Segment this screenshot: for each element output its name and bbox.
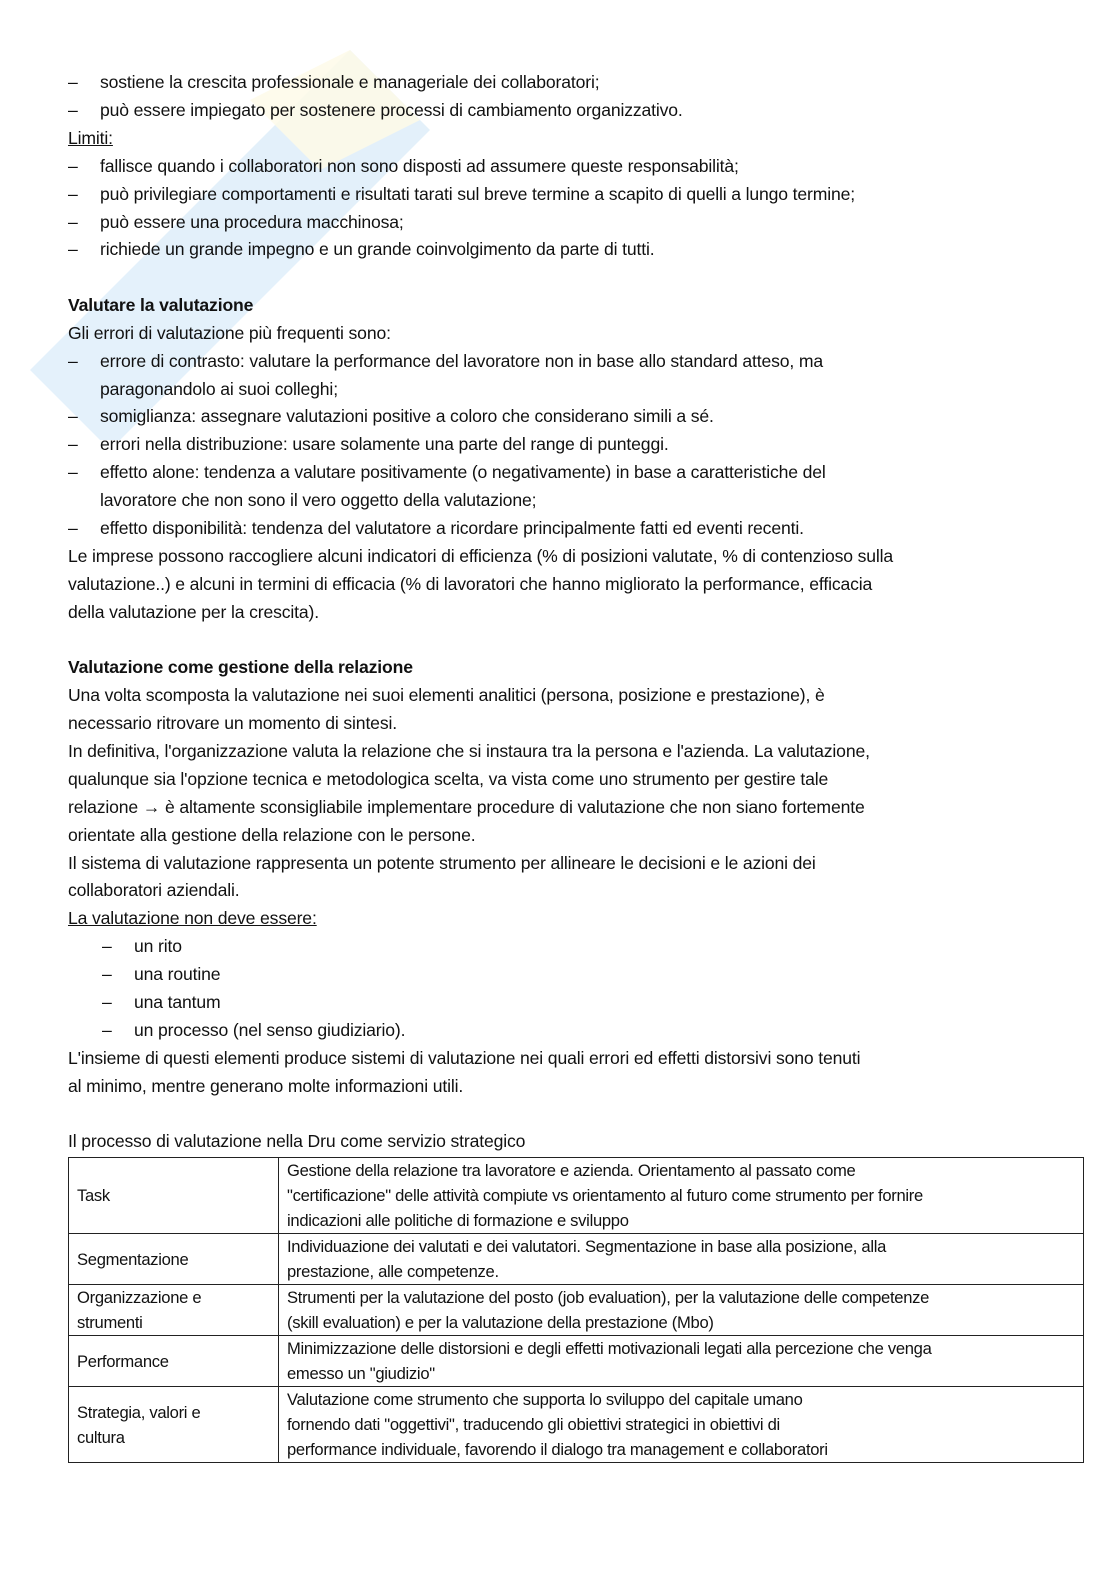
underlined-label — [68, 905, 1088, 933]
cell-line: fornendo dati "oggettivi", traducendo gli obiettivi strategici in obiettivi di — [287, 1415, 780, 1435]
text-line: al minimo, mentre generano molte informazioni utili. — [68, 1075, 464, 1096]
text-line: – una tantum — [68, 989, 1088, 1017]
text-line: orientate alla gestione della relazione con le persone. — [68, 824, 476, 845]
text-line: relazione → è altamente sconsigliabile implementare procedure di valutazione che non siano fortemente — [68, 796, 865, 817]
text-line: Gli errori di valutazione più frequenti sono: — [68, 322, 391, 343]
cell-line: Performance — [77, 1351, 169, 1371]
list-item — [68, 209, 1088, 237]
text-line: L'insieme di questi elementi produce sistemi di valutazione nei quali errori ed effetti distorsivi sono tenuti — [68, 1047, 861, 1068]
text-line: – effetto disponibilità: tendenza del valutatore a ricordare principalmente fatti ed eventi recenti. — [68, 515, 1088, 543]
text-line: – effetto alone: tendenza a valutare positivamente (o negativamente) in base a caratteristiche del — [68, 459, 1088, 487]
text-line: Il processo di valutazione nella Dru come servizio strategico — [68, 1131, 526, 1152]
cell-line: "certificazione" delle attività compiute vs orientamento al futuro come strumento per fornire — [287, 1186, 923, 1206]
list-item — [68, 97, 1088, 125]
list-item — [68, 348, 1088, 404]
table-row — [69, 1285, 1084, 1336]
paragraph — [68, 1128, 1088, 1156]
spacer — [68, 1101, 1088, 1129]
cell-line: Segmentazione — [77, 1249, 189, 1269]
text-line: – un processo (nel senso giudiziario). — [68, 1017, 1088, 1045]
cell-line: Gestione della relazione tra lavoratore e azienda. Orientamento al passato come — [287, 1161, 856, 1181]
cell-line: cultura — [77, 1427, 125, 1447]
dru-process-table — [68, 1157, 1084, 1463]
cell-line: Strategia, valori e — [77, 1402, 201, 1422]
row-label-cell — [69, 1285, 279, 1336]
cell-line: Task — [77, 1186, 110, 1206]
list-item — [68, 989, 1088, 1017]
document-body — [68, 69, 1088, 1463]
cell-line: performance individuale, favorendo il dialogo tra management e collaboratori — [287, 1440, 828, 1460]
cell-line: Valutazione come strumento che supporta lo sviluppo del capitale umano — [287, 1390, 803, 1410]
paragraph — [68, 738, 1088, 850]
table-row — [69, 1234, 1084, 1285]
spacer — [68, 627, 1088, 655]
row-description-cell — [279, 1234, 1084, 1285]
cell-line: (skill evaluation) e per la valutazione della prestazione (Mbo) — [287, 1313, 714, 1333]
row-label-cell — [69, 1234, 279, 1285]
text-line: Limiti: — [68, 127, 113, 148]
text-line: – sostiene la crescita professionale e manageriale dei collaboratori; — [68, 69, 1088, 97]
text-line: Il sistema di valutazione rappresenta un potente strumento per allineare le decisioni e le azioni dei — [68, 852, 816, 873]
list-item — [68, 403, 1088, 431]
list-item — [68, 181, 1088, 209]
text-line: Valutare la valutazione — [68, 294, 254, 315]
text-line: – un rito — [68, 933, 1088, 961]
row-description-cell — [279, 1336, 1084, 1387]
row-description-cell — [279, 1285, 1084, 1336]
text-line: necessario ritrovare un momento di sintesi. — [68, 713, 397, 734]
paragraph — [68, 1045, 1088, 1101]
table-row — [69, 1387, 1084, 1463]
text-line: – errore di contrasto: valutare la performance del lavoratore non in base allo standard atteso, ma — [68, 348, 1088, 376]
section-heading — [68, 654, 1088, 682]
table-row — [69, 1336, 1084, 1387]
cell-line: Individuazione dei valutati e dei valutatori. Segmentazione in base alla posizione, alla — [287, 1237, 887, 1257]
list-item — [68, 153, 1088, 181]
text-line: Valutazione come gestione della relazione — [68, 657, 413, 678]
text-line: Una volta scomposta la valutazione nei suoi elementi analitici (persona, posizione e prestazione), è — [68, 685, 825, 706]
row-description-cell — [279, 1158, 1084, 1234]
text-line: valutazione..) e alcuni in termini di efficacia (% di lavoratori che hanno migliorato la performance, efficacia — [68, 573, 873, 594]
text-line: qualunque sia l'opzione tecnica e metodologica scelta, va vista come uno strumento per gestire tale — [68, 768, 829, 789]
text-line: paragonandolo ai suoi colleghi; — [100, 378, 338, 399]
text-line: In definitiva, l'organizzazione valuta la relazione che si instaura tra la persona e l'azienda. La valutazione, — [68, 740, 870, 761]
row-label-cell — [69, 1158, 279, 1234]
paragraph — [68, 543, 1088, 627]
list-item — [68, 961, 1088, 989]
table-row — [69, 1158, 1084, 1234]
spacer — [68, 264, 1088, 292]
list-item — [68, 431, 1088, 459]
list-item — [68, 459, 1088, 515]
cell-line: indicazioni alle politiche di formazione e sviluppo — [287, 1211, 629, 1231]
text-line: collaboratori aziendali. — [68, 880, 240, 901]
row-label-cell — [69, 1387, 279, 1463]
list-item — [68, 933, 1088, 961]
row-description-cell — [279, 1387, 1084, 1463]
cell-line: Organizzazione e — [77, 1288, 202, 1308]
text-line: – una routine — [68, 961, 1088, 989]
cell-line: Minimizzazione delle distorsioni e degli effetti motivazionali legati alla percezione che venga — [287, 1339, 932, 1359]
text-line: – errori nella distribuzione: usare solamente una parte del range di punteggi. — [68, 431, 1088, 459]
list-item — [68, 69, 1088, 97]
section-heading — [68, 292, 1088, 320]
text-line: – richiede un grande impegno e un grande coinvolgimento da parte di tutti. — [68, 236, 1088, 264]
text-line: Le imprese possono raccogliere alcuni indicatori di efficienza (% di posizioni valutate, % di contenzioso sulla — [68, 546, 894, 566]
list-item — [68, 1017, 1088, 1045]
cell-line: prestazione, alle competenze. — [287, 1262, 499, 1282]
row-label-cell — [69, 1336, 279, 1387]
paragraph — [68, 320, 1088, 348]
text-line: – può privilegiare comportamenti e risultati tarati sul breve termine a scapito di quelli a lungo termine; — [68, 181, 1088, 209]
cell-line: strumenti — [77, 1313, 143, 1333]
cell-line: Strumenti per la valutazione del posto (job evaluation), per la valutazione delle competenze — [287, 1288, 930, 1308]
text-line: – fallisce quando i collaboratori non sono disposti ad assumere queste responsabilità; — [68, 153, 1088, 181]
text-line: La valutazione non deve essere: — [68, 908, 317, 929]
text-line: della valutazione per la crescita). — [68, 601, 319, 622]
text-line: – può essere impiegato per sostenere processi di cambiamento organizzativo. — [68, 97, 1088, 125]
list-item — [68, 236, 1088, 264]
cell-line: emesso un "giudizio" — [287, 1364, 435, 1384]
paragraph — [68, 850, 1088, 906]
text-line: – può essere una procedura macchinosa; — [68, 209, 1088, 237]
text-line: – somiglianza: assegnare valutazioni positive a coloro che considerano simili a sé. — [68, 403, 1088, 431]
underlined-label — [68, 125, 1088, 153]
list-item — [68, 515, 1088, 543]
paragraph — [68, 682, 1088, 738]
text-line: lavoratore che non sono il vero oggetto della valutazione; — [100, 490, 537, 511]
